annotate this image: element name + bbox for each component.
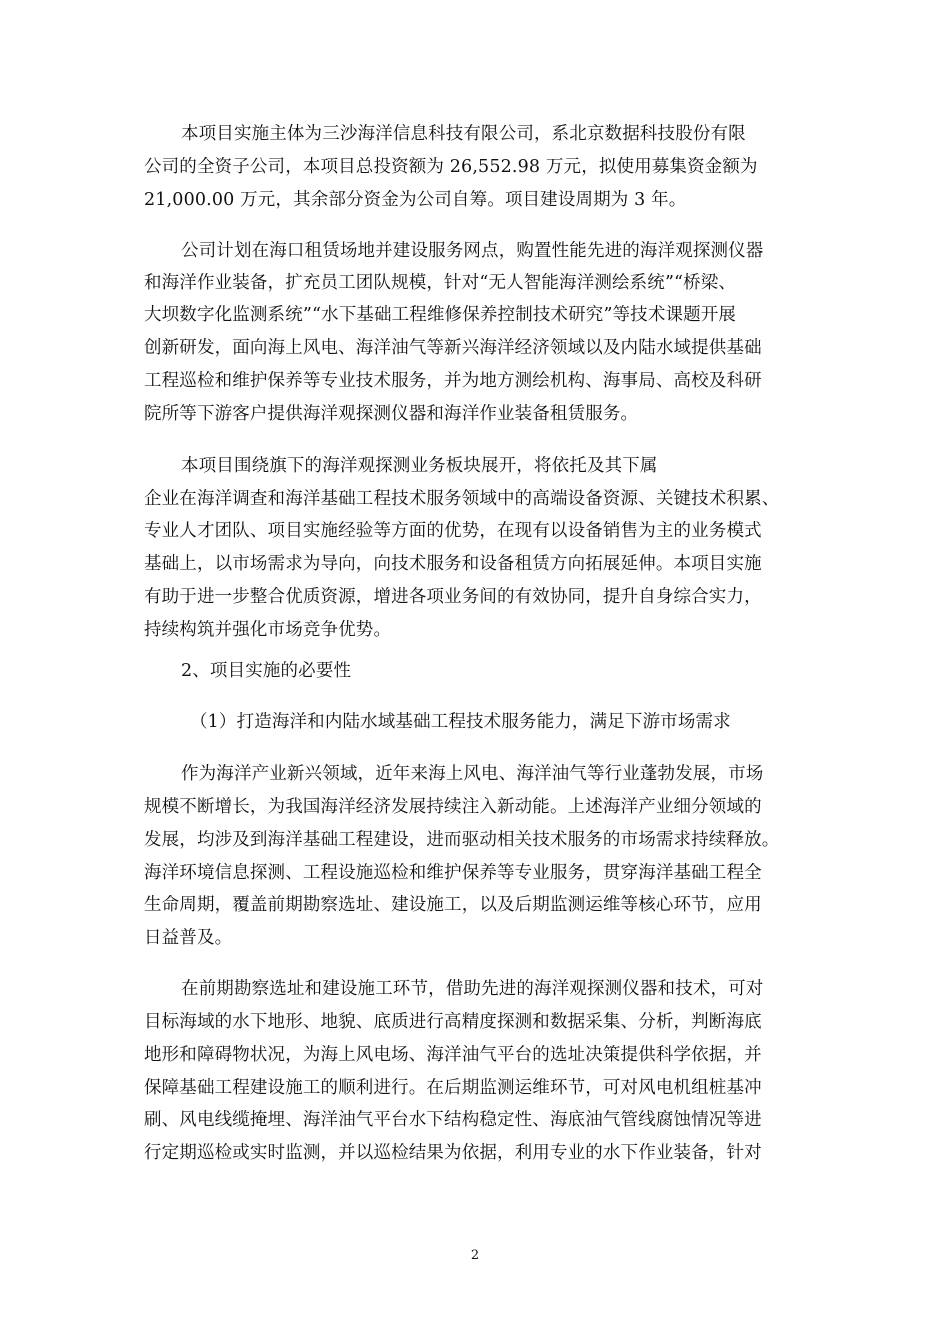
paragraph-4-line-6: 日益普及。: [144, 928, 233, 948]
paragraph-1-line-1: 本项目实施主体为三沙海洋信息科技有限公司，系北京数据科技股份有限: [181, 124, 746, 144]
paragraph-5-line-5: 刷、风电线缆掩埋、海洋油气平台水下结构稳定性、海底油气管线腐蚀情况等进: [144, 1110, 762, 1130]
paragraph-4-line-1: 作为海洋产业新兴领域，近年来海上风电、海洋油气等行业蓬勃发展，市场: [181, 764, 764, 784]
section-heading: 2、项目实施的必要性: [181, 661, 352, 681]
paragraph-1-line-3: 21,000.00 万元，其余部分资金为公司自筹。项目建设周期为 3 年。: [144, 190, 687, 210]
page-number: 2: [470, 1248, 480, 1263]
paragraph-5-line-3: 地形和障碍物状况，为海上风电场、海洋油气平台的选址决策提供科学依据，并: [144, 1045, 762, 1065]
paragraph-5-line-2: 目标海域的水下地形、地貌、底质进行高精度探测和数据采集、分析，判断海底: [144, 1012, 762, 1032]
paragraph-4-line-5: 生命周期，覆盖前期勘察选址、建设施工，以及后期监测运维等核心环节，应用: [144, 895, 762, 915]
paragraph-5-line-6: 行定期巡检或实时监测，并以巡检结果为依据，利用专业的水下作业装备，针对: [144, 1143, 762, 1163]
paragraph-4-line-3: 发展，均涉及到海洋基础工程建设，进而驱动相关技术服务的市场需求持续释放。: [144, 830, 780, 850]
paragraph-3-line-2: 企业在海洋调查和海洋基础工程技术服务领域中的高端设备资源、关键技术积累、: [144, 489, 780, 509]
paragraph-1-line-2: 公司的全资子公司，本项目总投资额为 26,552.98 万元，拟使用募集资金额为: [144, 157, 758, 177]
paragraph-5-line-4: 保障基础工程建设施工的顺利进行。在后期监测运维环节，可对风电机组桩基冲: [144, 1078, 762, 1098]
paragraph-3-line-5: 有助于进一步整合优质资源，增进各项业务间的有效协同，提升自身综合实力，: [144, 587, 762, 607]
paragraph-2-line-5: 工程巡检和维护保养等专业技术服务，并为地方测绘机构、海事局、高校及科研: [144, 371, 762, 391]
paragraph-2-line-1: 公司计划在海口租赁场地并建设服务网点，购置性能先进的海洋观探测仪器: [181, 241, 764, 261]
paragraph-4-line-4: 海洋环境信息探测、工程设施巡检和维护保养等专业服务，贯穿海洋基础工程全: [144, 863, 762, 883]
paragraph-3-line-6: 持续构筑并强化市场竞争优势。: [144, 620, 392, 640]
paragraph-4-line-2: 规模不断增长，为我国海洋经济发展持续注入新动能。上述海洋产业细分领域的: [144, 797, 762, 817]
paragraph-2-line-4: 创新研发，面向海上风电、海洋油气等新兴海洋经济领域以及内陆水域提供基础: [144, 338, 762, 358]
paragraph-3-line-3: 专业人才团队、项目实施经验等方面的优势，在现有以设备销售为主的业务模式: [144, 521, 762, 541]
paragraph-5-line-1: 在前期勘察选址和建设施工环节，借助先进的海洋观探测仪器和技术，可对: [181, 979, 764, 999]
paragraph-2-line-2: 和海洋作业装备，扩充员工团队规模，针对“无人智能海洋测绘系统”“桥梁、: [144, 273, 737, 293]
paragraph-3-line-1: 本项目围绕旗下的海洋观探测业务板块展开，将依托及其下属: [181, 456, 658, 476]
paragraph-2-line-3: 大坝数字化监测系统”“水下基础工程维修保养控制技术研究”等技术课题开展: [144, 305, 737, 325]
paragraph-3-line-4: 基础上，以市场需求为导向，向技术服务和设备租赁方向拓展延伸。本项目实施: [144, 554, 762, 574]
subsection-heading: （1）打造海洋和内陆水域基础工程技术服务能力，满足下游市场需求: [190, 712, 731, 732]
paragraph-2-line-6: 院所等下游客户提供海洋观探测仪器和海洋作业装备租赁服务。: [144, 404, 639, 424]
